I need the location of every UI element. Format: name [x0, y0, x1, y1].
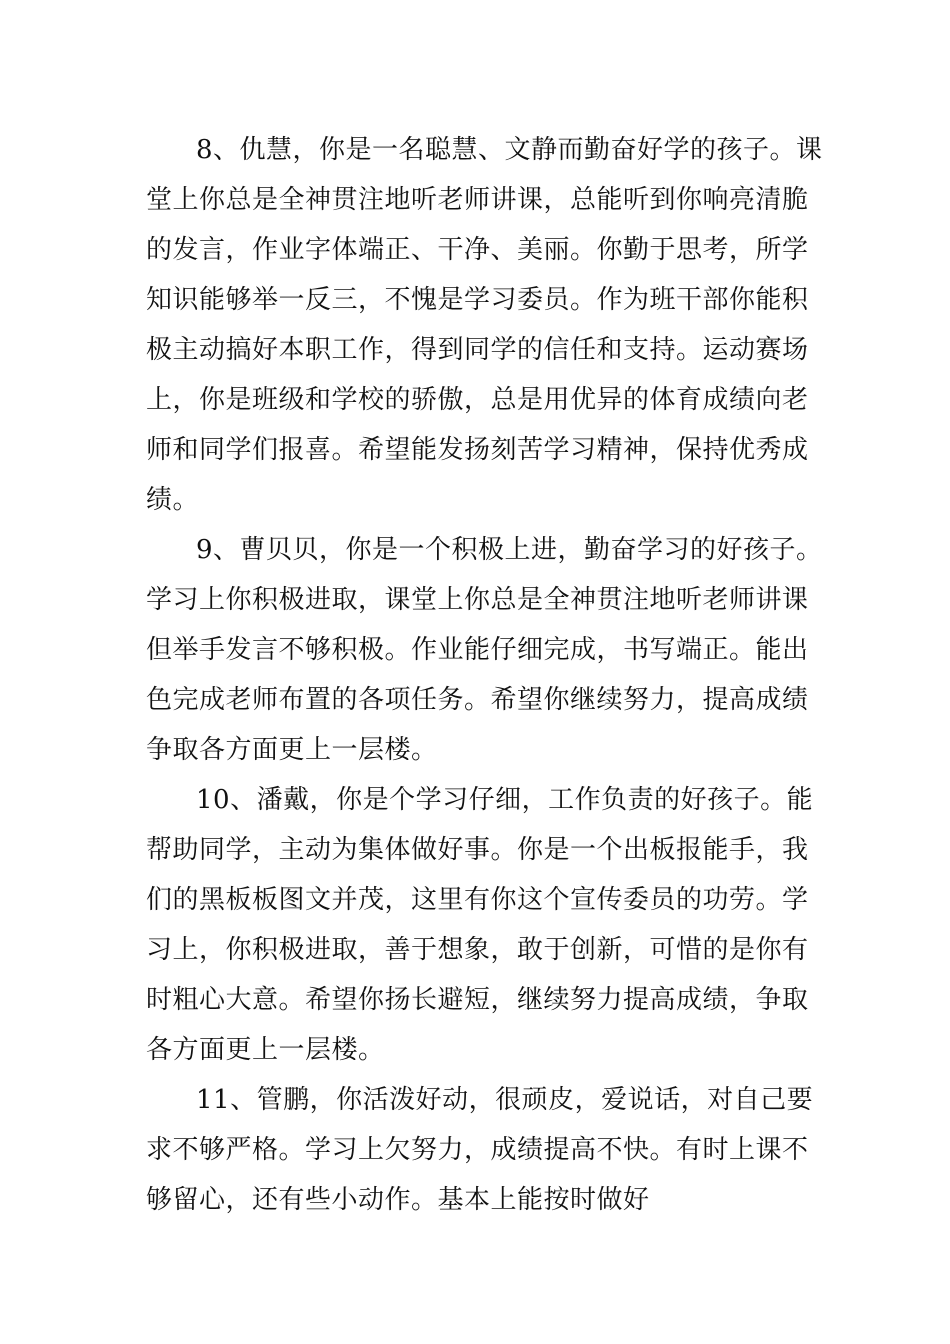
text-line: 堂上你总是全神贯注地听老师讲课，总能听到你响亮清脆 [146, 185, 809, 215]
text-line: 习上，你积极进取，善于想象，敢于创新，可惜的是你有 [146, 935, 809, 965]
text-line: 8、仇慧，你是一名聪慧、文静而勤奋好学的孩子。课 [196, 135, 823, 165]
text-line: 们的黑板板图文并茂，这里有你这个宣传委员的功劳。学 [146, 885, 809, 915]
text-line: 时粗心大意。希望你扬长避短，继续努力提高成绩，争取 [146, 985, 809, 1015]
text-line: 但举手发言不够积极。作业能仔细完成，书写端正。能出 [146, 635, 809, 665]
text-line: 11、管鹏，你活泼好动，很顽皮，爱说话，对自己要 [196, 1085, 814, 1115]
text-line: 的发言，作业字体端正、干净、美丽。你勤于思考，所学 [146, 235, 809, 265]
text-line: 9、曹贝贝，你是一个积极上进，勤奋学习的好孩子。 [196, 535, 823, 565]
text-line: 师和同学们报喜。希望能发扬刻苦学习精神，保持优秀成 [146, 435, 809, 465]
text-line: 帮助同学，主动为集体做好事。你是一个出板报能手，我 [146, 835, 809, 865]
text-line: 学习上你积极进取，课堂上你总是全神贯注地听老师讲课 [146, 585, 809, 615]
text-line: 极主动搞好本职工作，得到同学的信任和支持。运动赛场 [146, 335, 809, 365]
text-line: 争取各方面更上一层楼。 [146, 735, 438, 765]
text-line: 色完成老师布置的各项任务。希望你继续努力，提高成绩 [146, 685, 809, 715]
text-line: 上，你是班级和学校的骄傲，总是用优异的体育成绩向老 [146, 385, 809, 415]
text-line: 求不够严格。学习上欠努力，成绩提高不快。有时上课不 [146, 1135, 809, 1165]
text-line: 10、潘戴，你是个学习仔细，工作负责的好孩子。能 [196, 785, 814, 815]
text-line: 各方面更上一层楼。 [146, 1035, 385, 1065]
text-line: 够留心，还有些小动作。基本上能按时做好 [146, 1185, 650, 1215]
text-line: 绩。 [146, 485, 200, 515]
text-line: 知识能够举一反三，不愧是学习委员。作为班干部你能积 [146, 285, 809, 315]
